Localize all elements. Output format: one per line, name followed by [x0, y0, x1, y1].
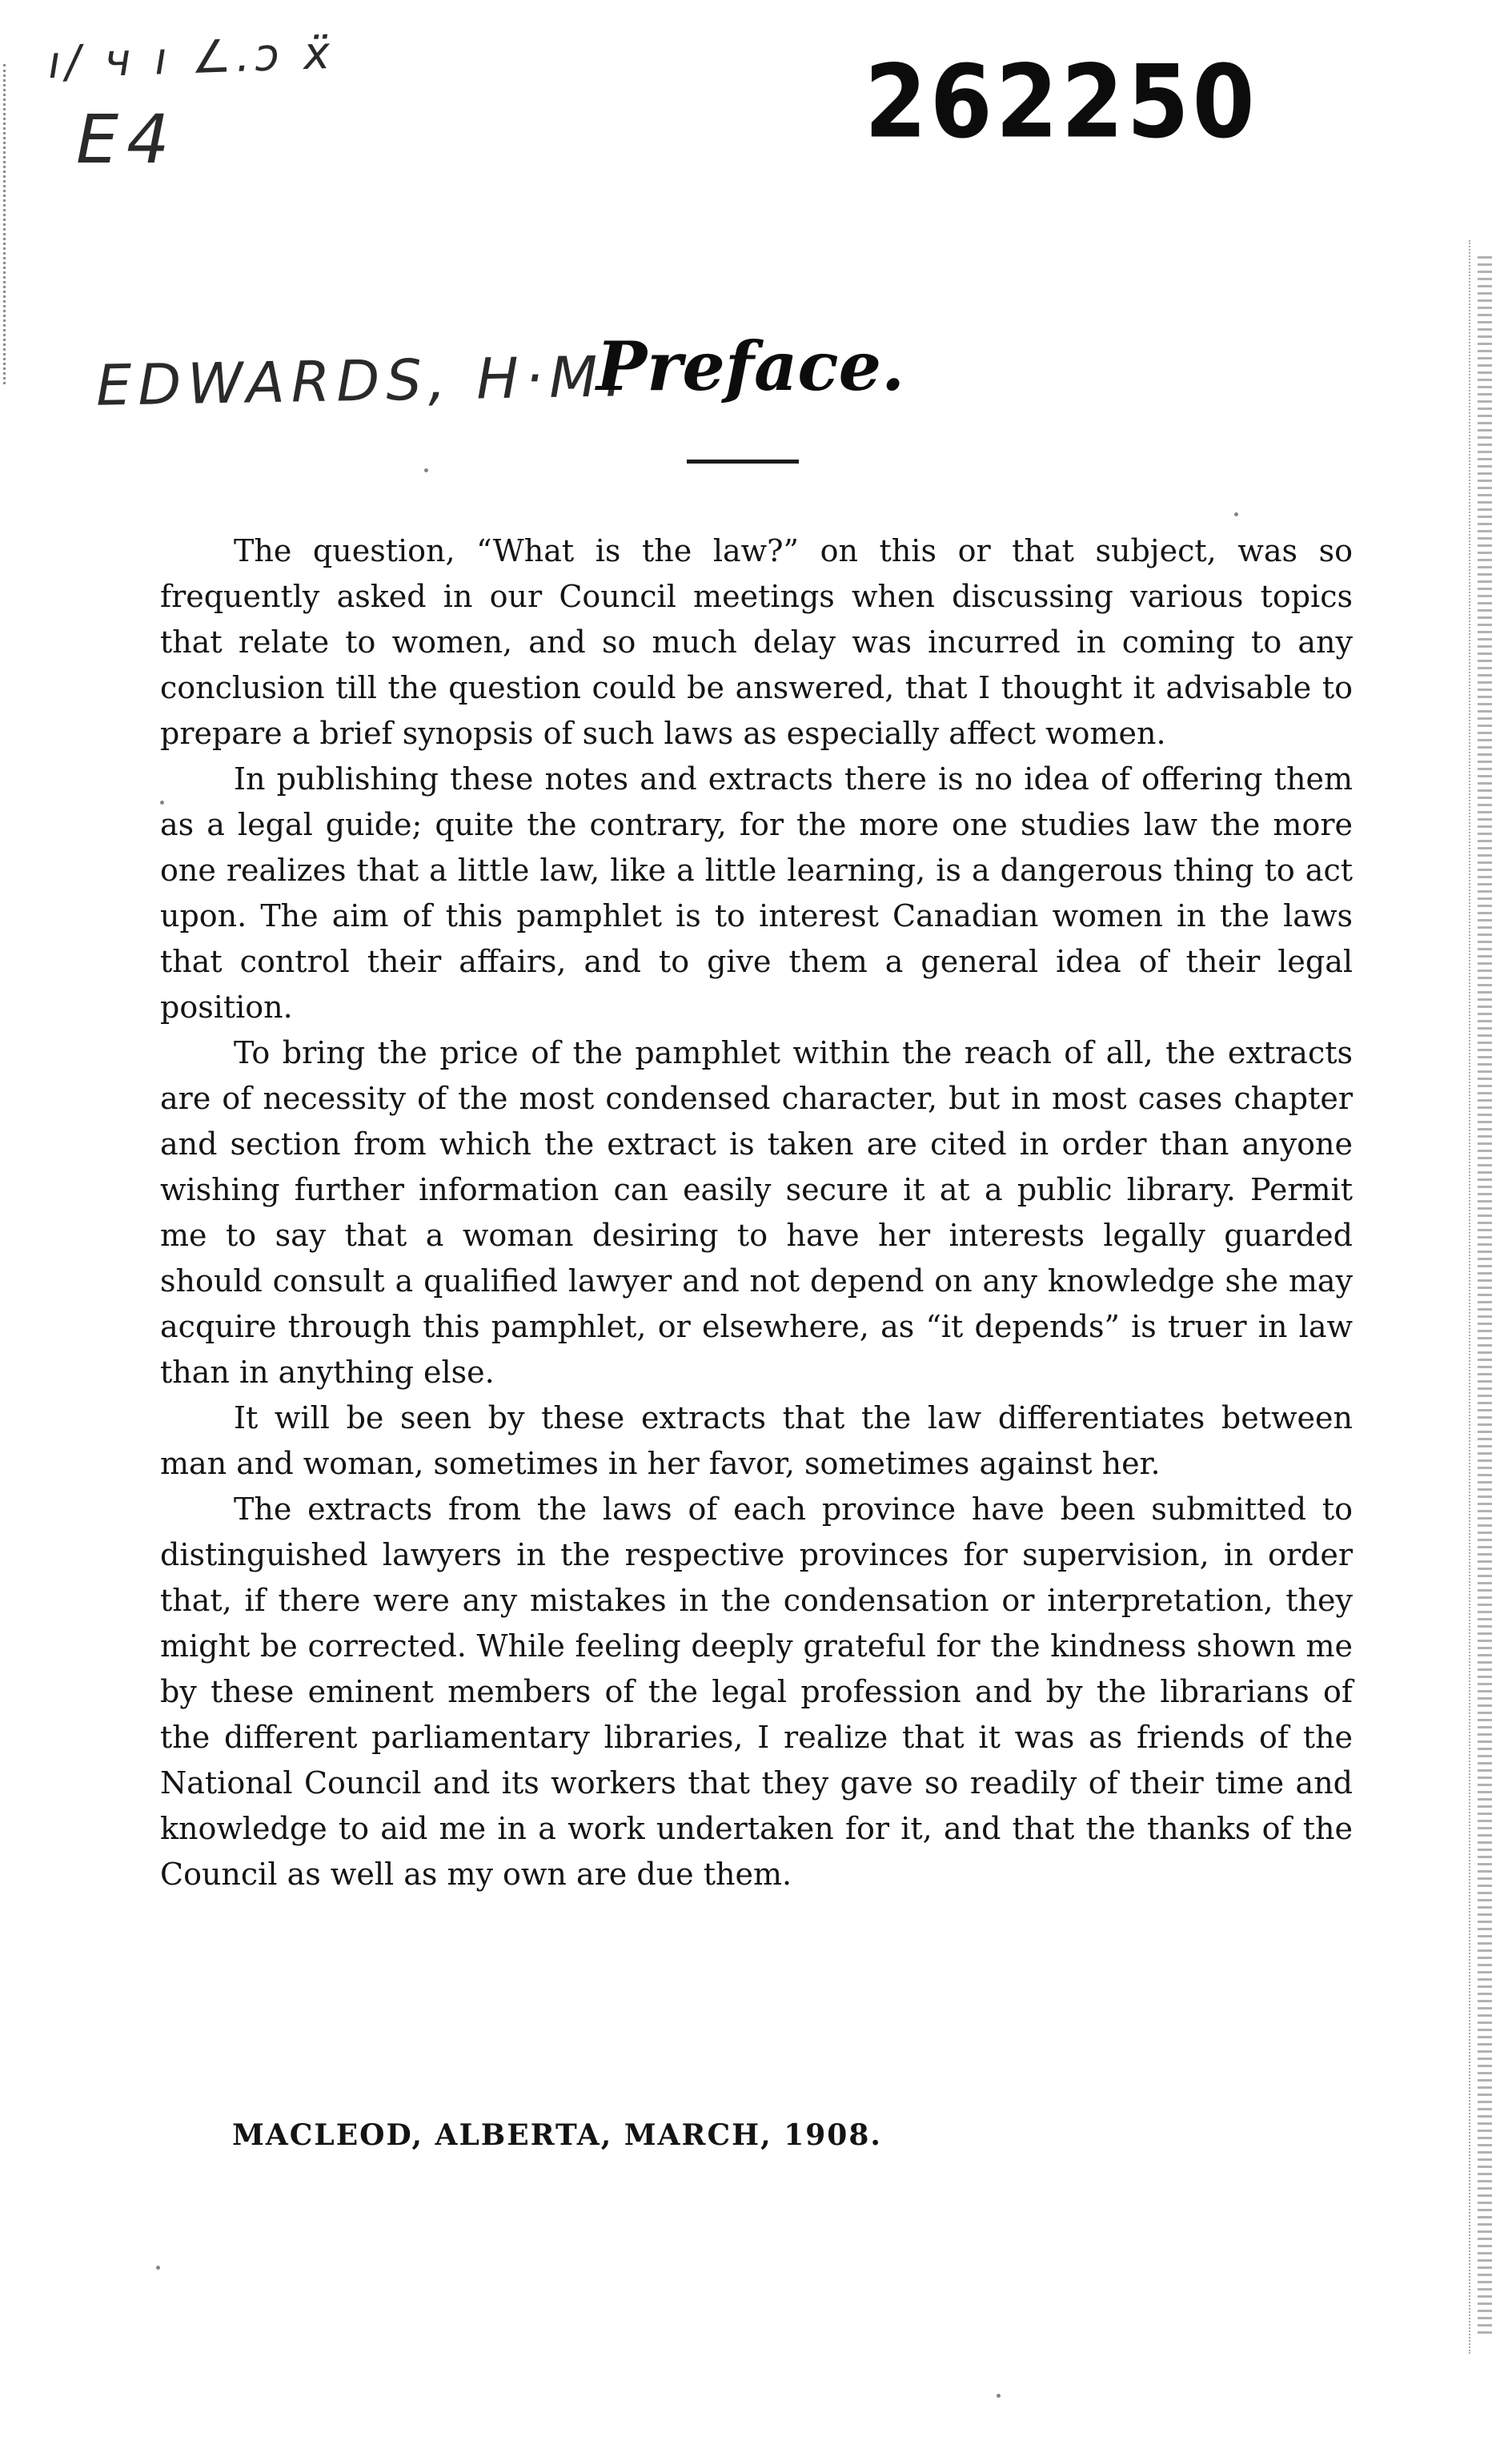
paragraph-1: The question, “What is the law?” on this or that subject, was so frequently asked in our Council meetings when discussing various topics that relate to women, and so much delay was incurred in coming to any conclusion till the question could be answered, that I thought it advisable to prepare a brief synopsis of such laws as especially affect women.	[160, 533, 1353, 751]
document-number: 262250	[864, 44, 1258, 161]
paragraph-4: It will be seen by these extracts that the law differentiates between man and woman, sometimes in her favor, sometimes against her.	[160, 1400, 1353, 1481]
scan-speck	[156, 2266, 160, 2270]
scan-speck	[424, 468, 428, 472]
scan-speck	[1234, 512, 1238, 516]
preface-body	[160, 528, 1353, 1897]
handwritten-reference: ı/ ч ı ∠.ɔ ẍ	[46, 26, 336, 90]
scan-edge-right	[1478, 256, 1492, 2338]
title-divider	[687, 460, 799, 464]
paragraph-5: The extracts from the laws of each province have been submitted to distinguished lawyers in the respective provinces for supervision, in order that, if there were any mistakes in the condensation or interpretation, they might be corrected. While feeling deeply grateful for the kindness shown me by these eminent members of the legal profession and by the librarians of the different parliamentary libraries, I realize that it was as friends of the National Council and its workers that they gave so readily of their time and knowledge to aid me in a work undertaken for it, and that the thanks of the Council as well as my own are due them.	[160, 1491, 1353, 1892]
signature-line: MACLEOD, ALBERTA, MARCH, 1908.	[232, 2118, 882, 2152]
scan-speck	[997, 2394, 1001, 2398]
paragraph-2: In publishing these notes and extracts there is no idea of offering them as a legal guide; quite the contrary, for the more one studies law the more one realizes that a little law, like a little learning, is a dangerous thing to act upon. The aim of this pamphlet is to interest Canadian women in the laws that control their affairs, and to give them a general idea of their legal position.	[160, 761, 1353, 1025]
scan-speck	[160, 801, 164, 805]
handwritten-author-name: EDWARDS, H·M.	[95, 343, 629, 419]
scan-edge-left	[3, 64, 8, 384]
handwritten-code: E4	[76, 100, 178, 179]
scan-edge-right-inner	[1469, 240, 1475, 2354]
page-title: Preface.	[596, 327, 905, 406]
paragraph-3: To bring the price of the pamphlet within the reach of all, the extracts are of necessity of the most condensed character, but in most cases chapter and section from which the extract is taken are cited in order than anyone wishing further information can easily secure it at a public library. Permit me to say that a woman desiring to have her interests legally guarded should consult a qualified lawyer and not depend on any knowledge she may acquire through this pamphlet, or elsewhere, as “it depends” is truer in law than in anything else.	[160, 1035, 1353, 1390]
